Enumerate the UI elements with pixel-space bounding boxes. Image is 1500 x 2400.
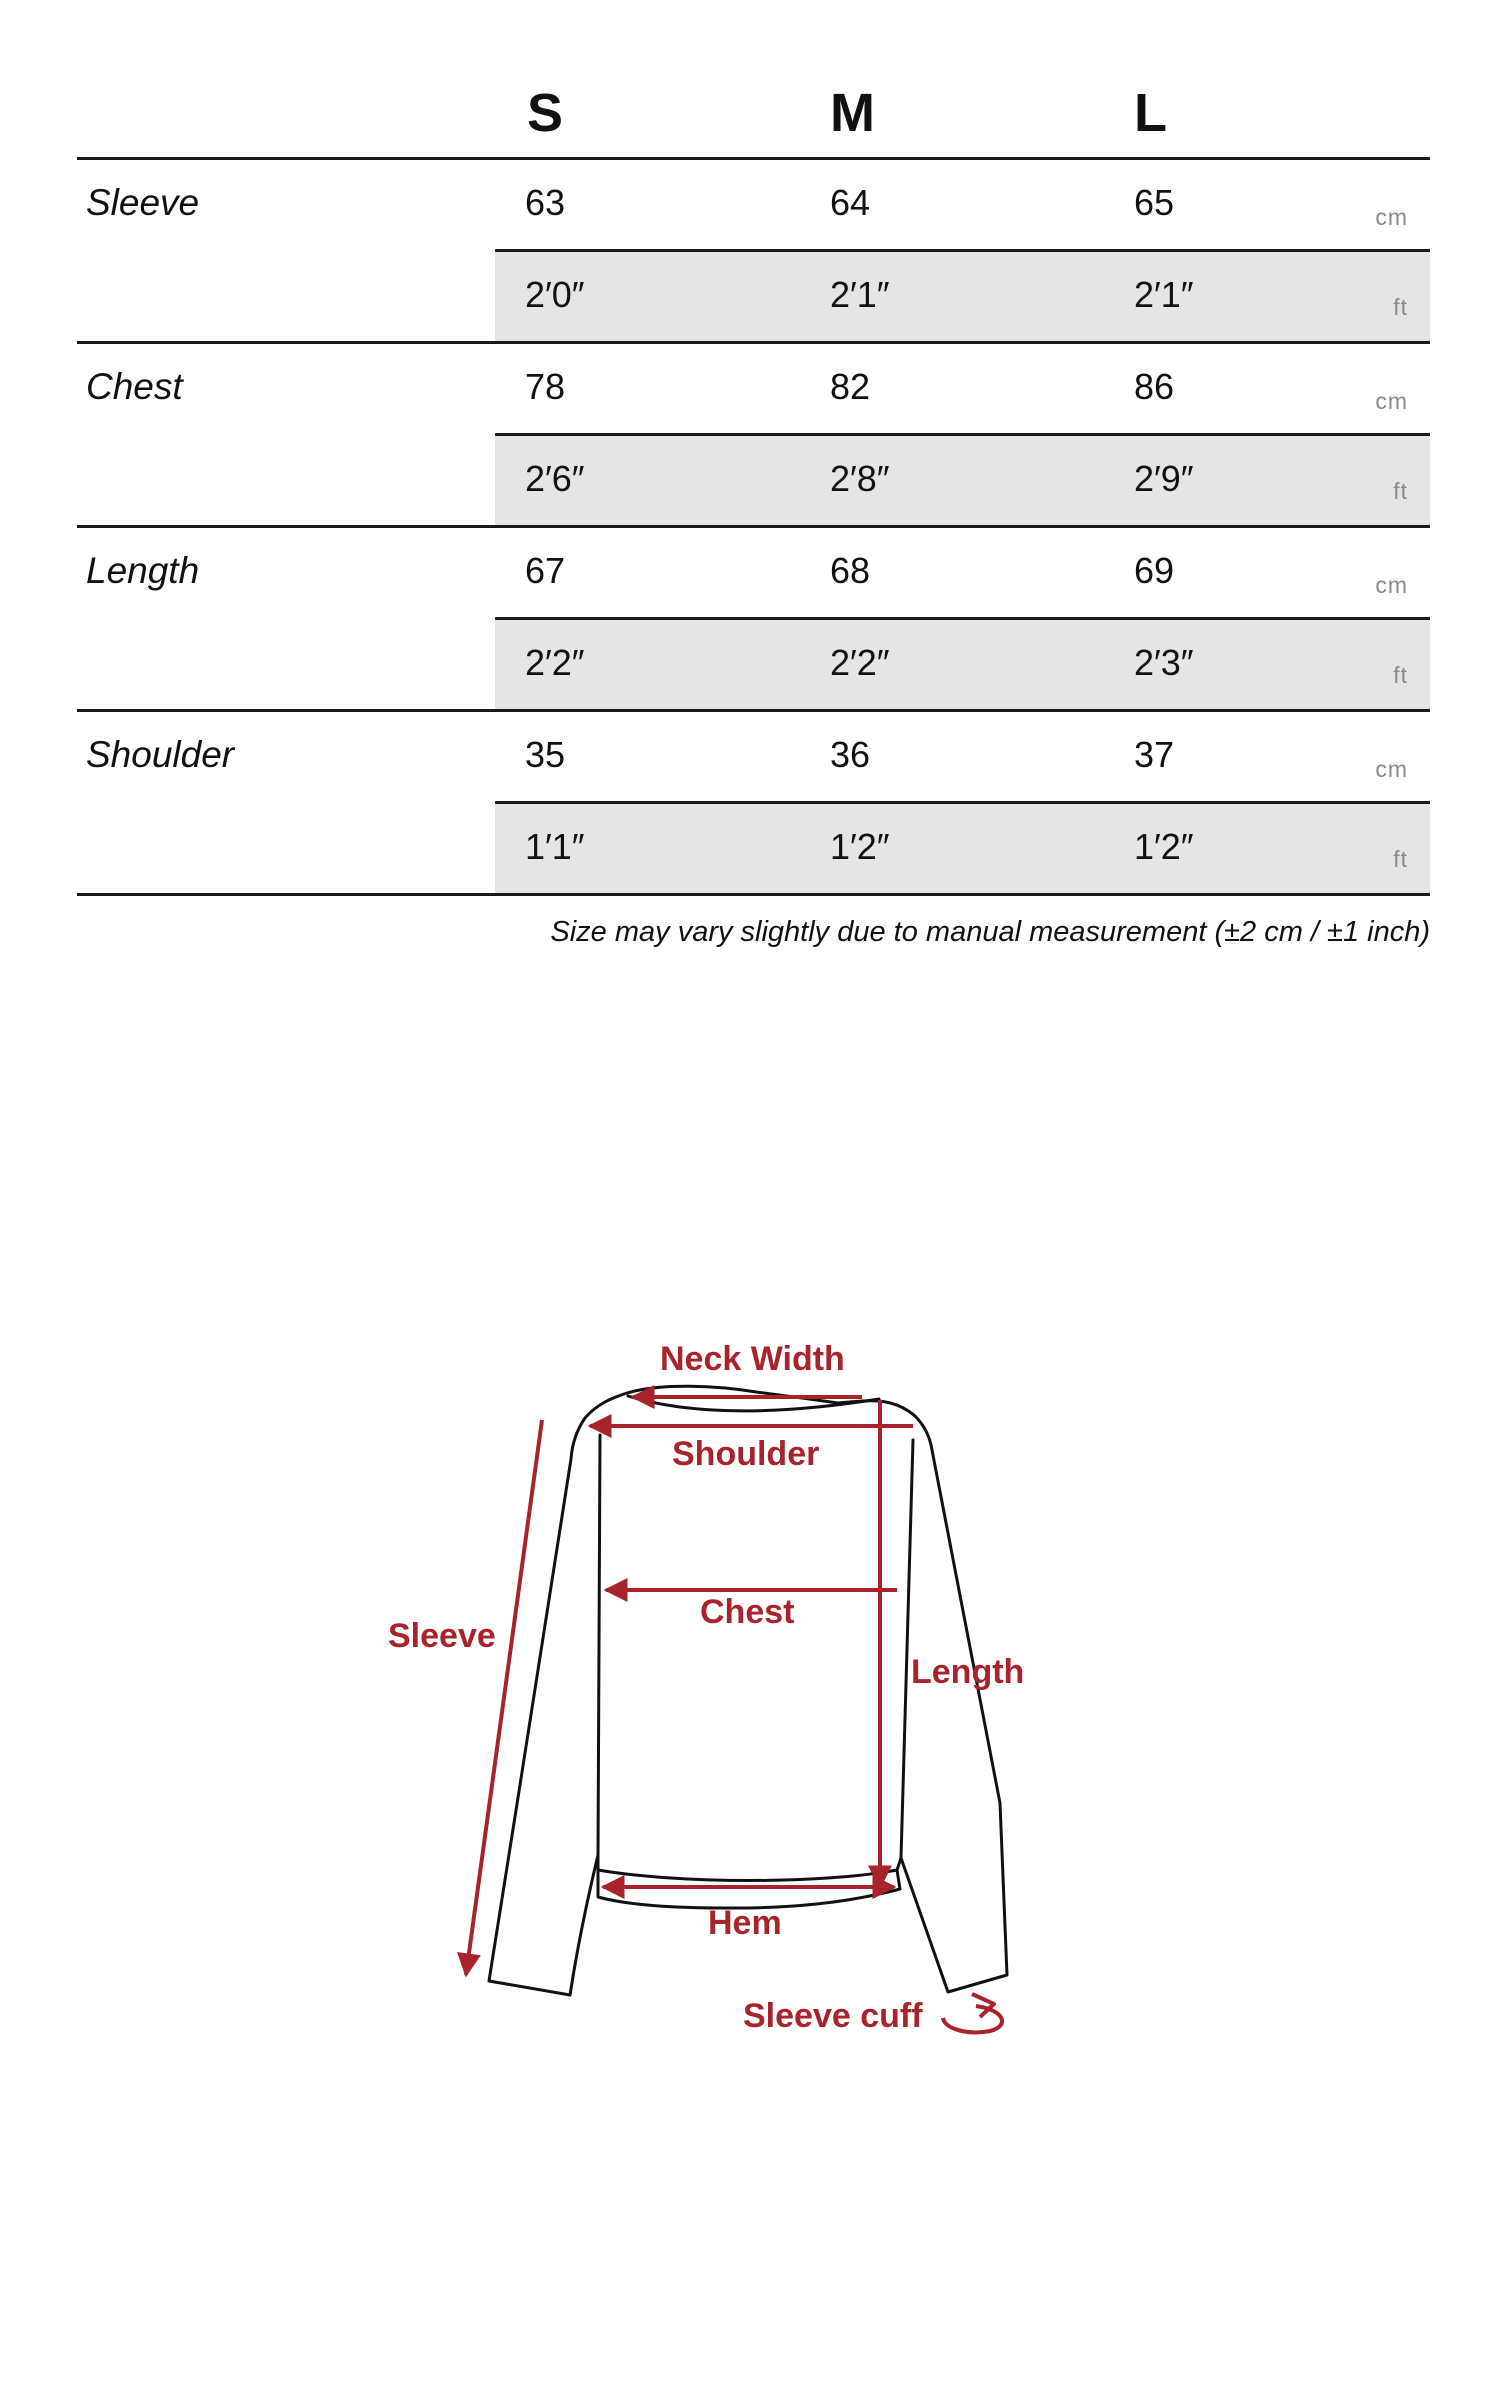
row-label-sleeve: Sleeve — [86, 182, 200, 223]
shoulder-label: Shoulder — [672, 1435, 820, 1473]
length-label: Length — [911, 1653, 1025, 1691]
chest-cm-s: 78 — [525, 366, 566, 407]
shoulder-cm-m: 36 — [830, 734, 871, 775]
shoulder-cm-s: 35 — [525, 734, 566, 775]
row-label-chest: Chest — [86, 366, 183, 407]
sleeve-cm-m: 64 — [830, 182, 871, 223]
length-cm-s: 67 — [525, 550, 566, 591]
sleeve-label: Sleeve — [388, 1617, 496, 1655]
row-label-shoulder: Shoulder — [86, 734, 235, 775]
unit-ft: ft — [1393, 294, 1408, 320]
measurement-note: Size may vary slightly due to manual measurement (±2 cm / ±1 inch) — [550, 916, 1430, 948]
unit-ft: ft — [1393, 662, 1408, 688]
unit-cm: cm — [1375, 204, 1408, 230]
sleeve-cm-s: 63 — [525, 182, 566, 223]
length-ft-l: 2′3″ — [1134, 642, 1194, 683]
chest-cm-m: 82 — [830, 366, 871, 407]
length-ft-m: 2′2″ — [830, 642, 890, 683]
unit-cm: cm — [1375, 388, 1408, 414]
chest-ft-l: 2′9″ — [1134, 458, 1194, 499]
sleeve-cm-l: 65 — [1134, 182, 1175, 223]
length-cm-m: 68 — [830, 550, 871, 591]
neck-width-label: Neck Width — [660, 1340, 845, 1378]
hem-label: Hem — [708, 1904, 782, 1942]
unit-ft: ft — [1393, 846, 1408, 872]
sleeve-ft-m: 2′1″ — [830, 274, 890, 315]
size-header-m: M — [830, 83, 875, 143]
size-header-s: S — [527, 83, 564, 143]
right-armhole-seam — [901, 1440, 913, 1858]
sleeve-cuff-label: Sleeve cuff — [743, 1997, 923, 2035]
chest-cm-l: 86 — [1134, 366, 1175, 407]
unit-ft: ft — [1393, 478, 1408, 504]
chest-label: Chest — [700, 1593, 795, 1631]
length-cm-l: 69 — [1134, 550, 1175, 591]
size-header-l: L — [1134, 83, 1167, 143]
row-label-length: Length — [86, 550, 200, 591]
shoulder-ft-l: 1′2″ — [1134, 826, 1194, 867]
unit-cm: cm — [1375, 572, 1408, 598]
unit-cm: cm — [1375, 756, 1408, 782]
sleeve-ft-s: 2′0″ — [525, 274, 585, 315]
shoulder-ft-s: 1′1″ — [525, 826, 585, 867]
shoulder-cm-l: 37 — [1134, 734, 1175, 775]
sleeve-ft-l: 2′1″ — [1134, 274, 1194, 315]
hem-seam — [598, 1870, 897, 1881]
chest-ft-m: 2′8″ — [830, 458, 890, 499]
shoulder-ft-m: 1′2″ — [830, 826, 890, 867]
length-ft-s: 2′2″ — [525, 642, 585, 683]
chest-ft-s: 2′6″ — [525, 458, 585, 499]
sleeve-cuff-arrow — [943, 2006, 1002, 2032]
left-armhole-seam — [598, 1435, 600, 1855]
